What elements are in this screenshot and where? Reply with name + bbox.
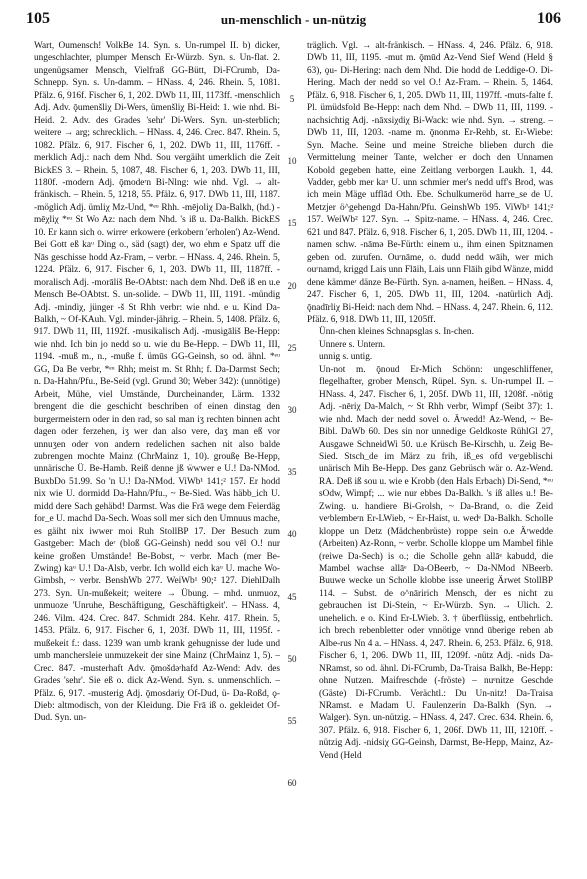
line-number: 50 (287, 654, 297, 664)
line-number: 55 (287, 716, 297, 726)
right-column-entry: träglich. Vgl. → alt-fränkisch. – HNass. 4, 246. Pfälz. 6, 918. DWb 11, III, 1195. -mut m. ǭmūd Az-Vend Sief Wend (Held § 63), ǫu- Di-Hering: nach dem Nhd. Die hodd de Leddige-O. Di-Hering. Mach der nedd so vel O.! Az-Fram. – Rhein. 5, 1464. Pfälz. 6, 918. Fischer 6, 1, 205. DWb 11, III, 1197ff. -muts-falte f. Pl. ümüdsfold Be-Hepp: nach dem Nhd. – DWb 11, III, 1199. -nachsichtig Adj. -nāxsiχdiχ Bi-Wack: wie nhd. Syn. → streng. – DWb 11, III, 1203. -name m. ǭnonmə Er-Rehb, st. Er-Wiebe: Syn. Mache. Seine und meine Streiche blieben durch die Vermittelung meiner Tante, welcher er doch den Unnamen Kobold gegeben hatte, eine Zeitlang verborgen Laukh. 1, 44. Vadder, gebb mer kaᵘ U. unn schmier mer's nedd uff's Brod, was ich mein Mäge ufflād Oth. Ebe. Schulkumeröd harre_se de U. Metzjer ö^gehengd Da-Hahn/Pfu. GeinshWb 195. ViWb¹ 141;² 157. WeiWb² 127. Syn. → Spitz-name. – HNass. 4, 246. Crec. 621 und 847. Pfälz. 6, 918. Fischer 6, 1, 205. DWb 11, III, 1204. -namen schw. -nāmə Be-Fürth: einem u., ihm einen Spitznamen geben od. zurufen. Ouʳnāme, o. dudd nedd wāih, wer mich ouʳnamd, kriggd Lais unn Flāih, Lais unn Flāih gibd Wänze, midd dene kämmeʳ dänze Be-Fürth. Syn. a-namen, heißen. – HNass. 4, 247. Fischer 6, 1, 205. DWb 11, III, 1204. -natürlich Adj. ǭnadīrliχ Bi-Heid: nach dem Nhd. – HNass. 4, 247. Rhein. 6, 112. Pfälz. 6, 918. DWb 11, III, 1205ff. (307, 41, 553, 325)
cross-reference: Unnere s. Untern. (319, 339, 386, 350)
line-number: 10 (287, 156, 297, 166)
line-number: 20 (287, 281, 297, 291)
line-number: 60 (287, 778, 297, 788)
line-number: 25 (287, 343, 297, 353)
page-header (26, 10, 561, 30)
right-column-entry: Un-not m. ǭnoud Er-Mich Schönn: ungeschliffener, flegelhafter, grober Mensch, Rüpel. Syn. s. Un-rumpel II. – HNass. 4, 247. Fischer 6, 1, 205f. DWb 11, III, 1208f. -nötig Adj. -nēriχ Da-Malch, ~ St Rhh verbr, Wimpf (Seibt 37): 1. wie nhd. Mach der nedd sovel o. Äʳwedd! Az-Wend, ~ Be-Bibl. DaWb 60. Des sin nor unnedige Geldkoste RühlGl 27, Ausgawe SchneidWi 50. u.e Krüsch Be-Kirschh, u. Zeig Be-Sied. Stsch_de im März zu frih, iß_es ofd veʳgeblischi unärisch Mih Be-Hepp. Des ganz Gebrüsch wär o. Az-Wend. RA. Deß iß sou u. wie e Krobb (den Hals Erbach) Di-Send, *ᵉᵘ sOdw, Wimpf; ... wie nur ebbes Da-Balkh. 's iß alles u.! Be-Zwing. u. handiere Bi-Grolsh, ~ Da-Brand, o. die Zeid veʳblembeʳn Er-LWieb, ~ Er-Haist, u. wedᵉ Da-Balkh. Scholle kloppe un Detz (Mädchenbrüste) roppe sein o.e Äʳwedde (Arbeiten) Az-Ronn, ~ verbr. Scholle kloppe um Mambel fihle (reiwe Da-Sech) is o.; die Scholle gehn allāᵉ kabudd, die Mambel wachse allāᵉ Da-OBeerb, ~ Da-NMod NBeerb. Buuwe wecke un Scholle klobbe isse uneerig Ärwet StollBP 114. – Subst. de o^nāririch Mensch, der es nicht zu gebrauchen ist Di-Stein, ~ Er-Würzb. Syn. → Ulich. 2. unehelich. e o. Kind Er-LWieb. 3. † überflüssig, entbehrlich. ich brech rebenbletter oder vnnötige vnnd ūberige reben ab Albe-rus Nn 4 a. – HNass. 4, 247. Rhein. 6, 253. Pfälz. 6, 918. Fischer 6, 1, 206. DWb 11, III, 1209f. -nütz Adj. -nids Da-NRamst, so od. ähnl. Di-FCrumb, Da-Traisa Balkh, Be-Hepp: ohne Nutzen. Maifreschde (-fröste) – nuᵉnitze Geschde (Gäste) Di-FCrumb. Verächtl.: Du Un-nitz! Da-Traisa NRamst. e Madam U. Faulenzerin Da-Balkh (Syn. → Walger). Syn. un-nützig. – HNass. 4, 247. Crec. 634. Rhein. 6, 307. Pfälz. 6, 918. Fischer 6, 1, 206f. DWb 11, III, 1210ff. -nützig Adj. -nidsiχ GG-Geinsh, Darmst, Be-Hepp, Mainz, Az-Vend (Held (319, 364, 553, 761)
right-column (307, 40, 553, 870)
line-number: 5 (289, 94, 295, 104)
line-number: 35 (287, 467, 297, 477)
line-number: 40 (287, 529, 297, 539)
line-number: 15 (287, 218, 297, 228)
left-column-text: Wart, Oumensch! VolkBe 14. Syn. s. Un-rumpel II. b) dicker, ungeschlachter, plumper Mensch Er-Würzb. Syn. s. Un-flat. 2. ungenügsamer Mensch, Vielfraß GG-Bütt, Di-FCrumb, Da-Schnepp. Syn. s. Un-damm. – HNass. 4, 246. Rhein. 5, 1081. Pfälz. 6, 916f. Fischer 6, 1, 202. DWb 11, III, 1173ff. -menschlich Adj. Adv. ǭumenšliχ Di-Wers, ümenšliχ Bi-Heid: 1. wie nhd. Bi-Heid. 2. Adv. des Grades 'sehr' Di-Wers. Syn. un-sterblich; weitere → arg; schrecklich. – HNass. 4, 246. Crec. 847. Rhein. 5, 1082. Pfälz. 6, 917. Fischer 6, 1, 202. DWb 11, III, 1176ff. -merklich Adj.: nach dem Nhd. Sou vergäiht umerklich die Zeit BickES 3. – Rhein. 5, 1087, 48. Fischer 6, 1, 203. DWb 11, III, 1180f. -modern Adj. ǭmodeʳn Bi-Nlng: wie nhd. Vgl. → alt-fränkisch. – Rhein. 5, 1218, 55. Pfälz. 6, 917. DWb 11, III, 1187. -möglich Adj. ümliχ Mz-Und, *ᵉᵘ Rhh. -mējoliχ Da-Balkh, (hd.) -mēχliχ *ᵉᵘ St Wo Az: nach dem Nhd. 's iß u. Da-Balkh. BickES 10. Er kann sich o. wirreʳ erkowere (erkobern 'erholen') Az-Wend. Bei Gott eß kaᵘ Ding o., säd (sagt) der, wo ehm e Spatz uff die Nās geschisse hodd Az-Fram, – verbr. – HNass. 4, 246. Rhein. 5, 1224. Pfälz. 6, 917. Fischer 6, 1, 203. DWb 11, III, 1187ff. -moralisch Adj. -morāliš Be-OAbtst: nach dem Nhd. Deß iß en u.e Mensch Be-OAbtst. S. un-solide. – DWb 11, III, 1191. -mündig Adj. -mindiχ, jünger -š St Rhh verbr: wie nhd. e u. Kind Da-Balkh, ~ Of-KAuh. Vgl. minder-jährig. – Rhein. 5, 1408. Pfälz. 6, 917. DWb 11, III, 1192f. -musikalisch Adj. -musigāliš Be-Hepp: wie nhd. Ich bin jo nedd so u. wie du Be-Hepp. – DWb 11, III, 1194. -muß m., n., -muße f. ümūs GG-Geinsh, so od. ähnl. *ᵉᵘ GG, Da Be verbr, *ᵉᵘ Rhh; meist m. St Rhh; f. Da-Darmst Sech; n. Da-Hahn/Pfu., Be-Seid (vgl. Grund 30; Weber 342): (unnötige) Arbeit, Mühe, viel Umstände, Durcheinander, Lärm. 1332 brengent die die geschicht beschriben of einen dinstag den burgermeistern oder in den rad, so sal man iʒ rechten binnen acht dagen oder ferzehen, iʒ wer dan also vere, daʒ man eß vor unnuʒen oder von andern redelichen sachen nit also balde zubrengen mochte Mainz (ChrMainz 1, 10). groußẹ Be-Hepp, unnärische Ü. Be-Hamb. Reiß denne jß ẅwwer e U.! Da-NMod. BuxbDo 51.99. So 'n U.! Da-NMod. ViWb¹ 141;² 157. Er hodd nix wie U. dormidd Da-Hahn/Pfu., ~ Be-Sied. Was häbb_ich U. midd dere Sach gehäbd! Darmst. Was die Frā wege dem Feierdäg for_e U. machd Da-Sech. Woas soll mer sich den Umnuus mache, es gäiht nix iwwer moi Ruh StollBP 17. Der Besuch zum Gastgeber: Mach deʳ (bloß GG-Geinsh) nedd sou vēl O.! nur keine großen Umstände! Be-Bobst, ~ verbr. Mach (mer Be-Zwing) kaᵘ U.! Da-Alsb, verbr. Ich wolld eich kaᵘ U. mache Wo-Gimbsh, ~ verbr. BenshWb 277. WeiWb¹ 90;² 127. DiehlDalh 273. Syn. Un-mußekeit; weitere → Übung. – mhd. unmuoz, unmuoze 'Unruhe, Beschäftigung, Geschäftigkeit'. – HNass. 4, 246. Vilm. 424. Crec. 847. Schmidt 284. Kehr. 417. Rhein. 5, 1453. Pfälz. 6, 917. Fischer 6, 1, 203f. DWb 11, III, 1195f. -mußekeit f.: dass. 1239 wan umb krank gehugnisse der lude und umb manchersleie unmuzekeit der sine Mainz (ChrMainz 1, 5). – Crec. 847. -musterhaft Adv. ǭmošdəʳhafd Az-Wend: Adv. des Grades 'sehr'. Sie eß o. dick Az-Wend. Syn. s. unmenschlich. – Pfälz. 6, 917. -musterig Adj. ǭmosdəriχ Of-Dud, ü- Da-Roßd, ǫ- Dieb: altmodisch, von der Kleidung. Die Frā iß o. gekleidet Of-Dud. Syn. un- (34, 41, 280, 724)
page-number-right: 106 (537, 10, 561, 27)
line-number: 45 (287, 592, 297, 602)
running-title: un-menschlich - un-nützig (220, 12, 367, 27)
cross-reference: unnig s. untig. (319, 352, 373, 363)
cross-reference: Ünn-chen kleines Schnapsglas s. In-chen. (319, 327, 474, 338)
left-column (34, 40, 280, 870)
page-number-left: 105 (26, 10, 50, 27)
line-number: 30 (287, 405, 297, 415)
